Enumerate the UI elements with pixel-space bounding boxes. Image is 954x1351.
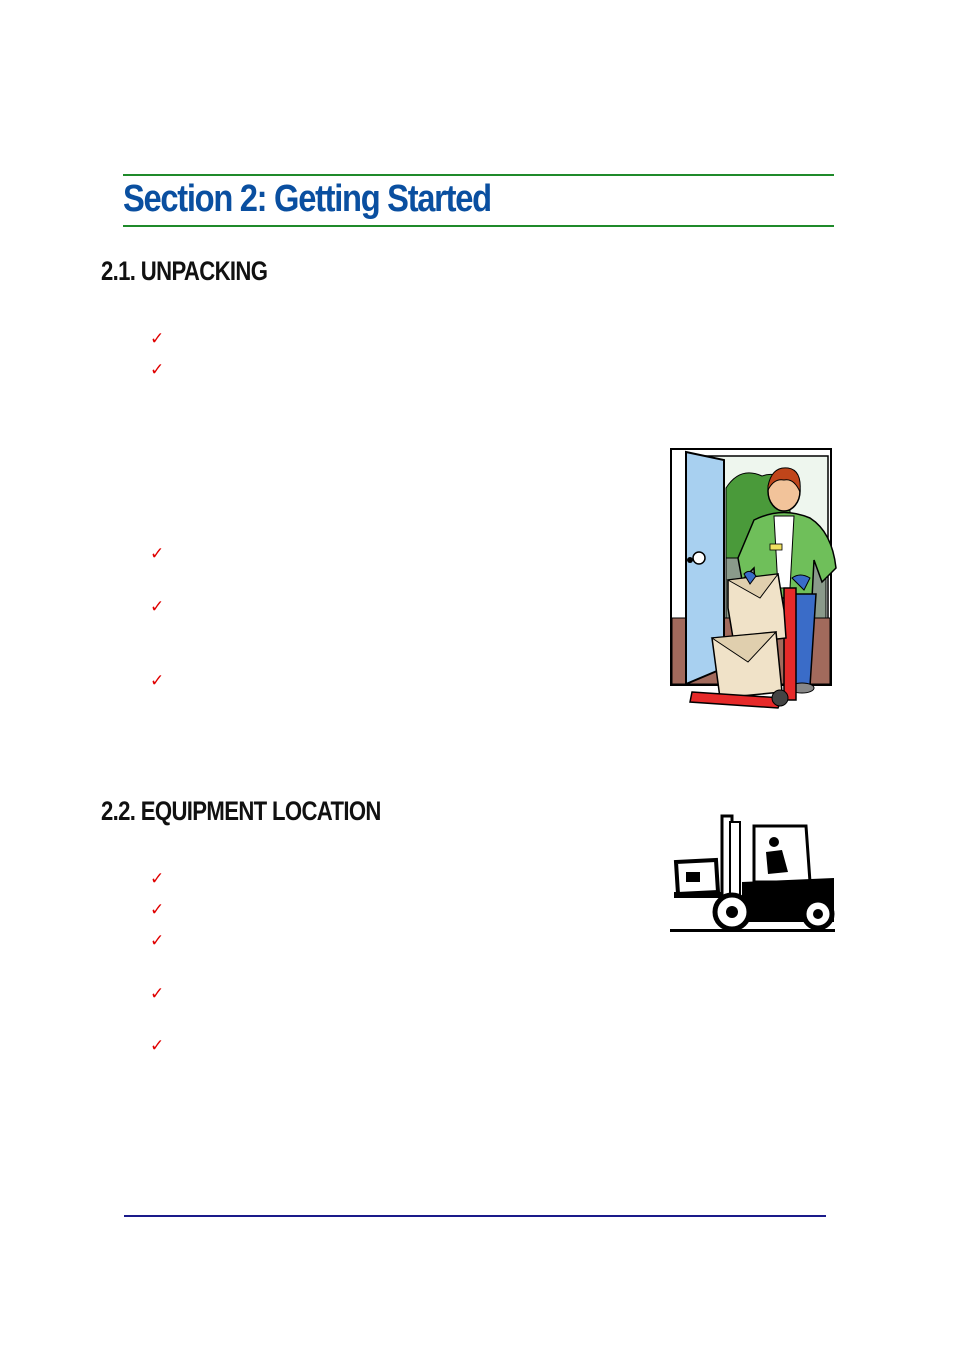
checkmark-icon: ✓ bbox=[150, 360, 165, 380]
forklift-illustration bbox=[670, 812, 836, 936]
checkmark-icon: ✓ bbox=[150, 1036, 165, 1056]
subsection-title-unpacking: 2.1. UNPACKING bbox=[101, 256, 268, 286]
checkmark-icon: ✓ bbox=[150, 671, 165, 691]
section-title: Section 2: Getting Started bbox=[123, 178, 491, 220]
section-bottom-rule bbox=[123, 225, 834, 227]
delivery-man-hand-truck-illustration bbox=[670, 448, 840, 714]
checkmark-icon: ✓ bbox=[150, 329, 165, 349]
footer-rule bbox=[124, 1215, 826, 1217]
checkmark-icon: ✓ bbox=[150, 869, 165, 889]
checkmark-icon: ✓ bbox=[150, 597, 165, 617]
checkmark-icon: ✓ bbox=[150, 900, 165, 920]
subsection-title-equipment-location: 2.2. EQUIPMENT LOCATION bbox=[101, 796, 381, 826]
section-top-rule bbox=[123, 174, 834, 176]
checkmark-icon: ✓ bbox=[150, 931, 165, 951]
checkmark-icon: ✓ bbox=[150, 984, 165, 1004]
checkmark-icon: ✓ bbox=[150, 544, 165, 564]
